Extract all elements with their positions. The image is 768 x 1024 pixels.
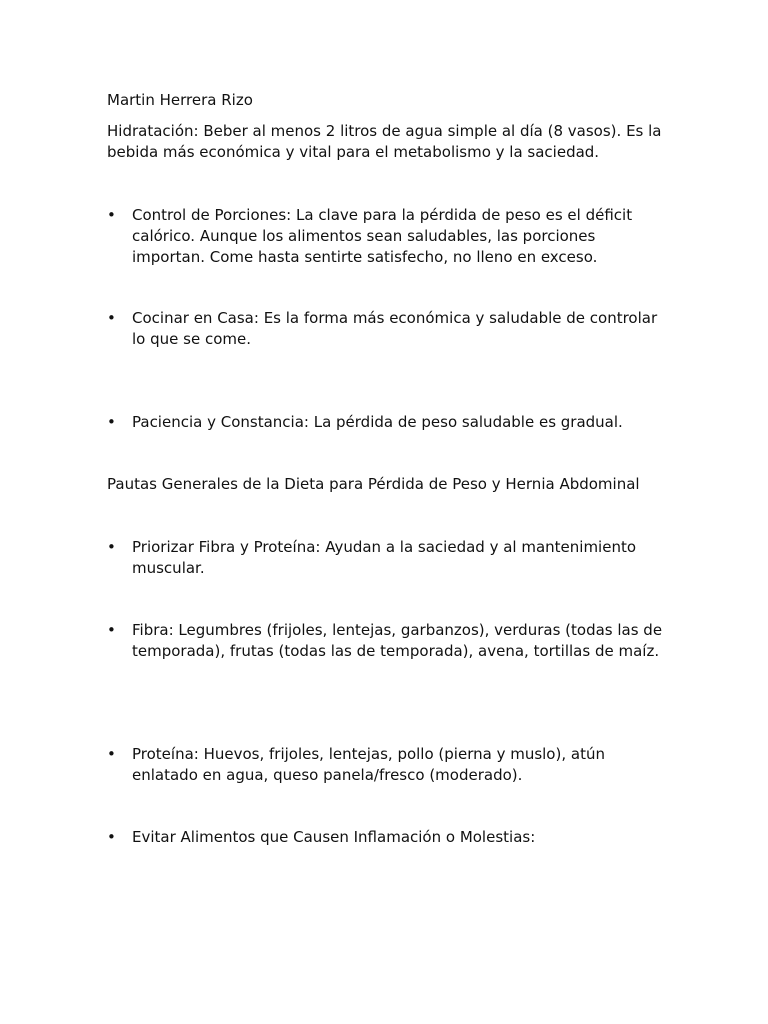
list-item bbox=[107, 620, 667, 662]
list-item bbox=[107, 537, 667, 579]
bullet-text-fiber-protein: Priorizar Fibra y Proteína: Ayudan a la saciedad y al mantenimiento muscular. bbox=[132, 538, 637, 577]
bullet-icon: • bbox=[107, 745, 116, 763]
bullet-text-patience: Paciencia y Constancia: La pérdida de peso saludable es gradual. bbox=[132, 413, 623, 431]
list-item bbox=[107, 308, 667, 350]
bullet-text-fiber: Fibra: Legumbres (frijoles, lentejas, garbanzos), verduras (todas las de temporada), frutas (todas las de temporada), avena, tortillas de maíz. bbox=[132, 621, 663, 660]
list-item bbox=[107, 827, 667, 848]
list-item bbox=[107, 744, 667, 786]
bullet-icon: • bbox=[107, 828, 116, 846]
bullet-text-cook-at-home: Cocinar en Casa: Es la forma más económica y saludable de controlar lo que se come. bbox=[132, 309, 658, 348]
list-item bbox=[107, 205, 667, 268]
bullet-text-portion-control: Control de Porciones: La clave para la pérdida de peso es el déficit calórico. Aunque los alimentos sean saludables, las porciones importan. Come hasta sentirte satisfecho, no lleno en exceso. bbox=[132, 206, 633, 266]
bullet-icon: • bbox=[107, 309, 116, 327]
author-name: Martin Herrera Rizo bbox=[107, 91, 253, 109]
bullet-icon: • bbox=[107, 621, 116, 639]
list-item bbox=[107, 412, 667, 433]
bullet-icon: • bbox=[107, 538, 116, 556]
section-heading: Pautas Generales de la Dieta para Pérdida de Peso y Hernia Abdominal bbox=[107, 475, 640, 493]
bullet-icon: • bbox=[107, 206, 116, 224]
bullet-icon: • bbox=[107, 413, 116, 431]
hydration-paragraph: Hidratación: Beber al menos 2 litros de agua simple al día (8 vasos). Es la bebida más económica y vital para el metabolismo y la saciedad. bbox=[107, 122, 662, 161]
bullet-text-avoid-inflammation: Evitar Alimentos que Causen Inflamación o Molestias: bbox=[132, 828, 536, 846]
bullet-text-protein: Proteína: Huevos, frijoles, lentejas, pollo (pierna y muslo), atún enlatado en agua, queso panela/fresco (moderado). bbox=[132, 745, 605, 784]
